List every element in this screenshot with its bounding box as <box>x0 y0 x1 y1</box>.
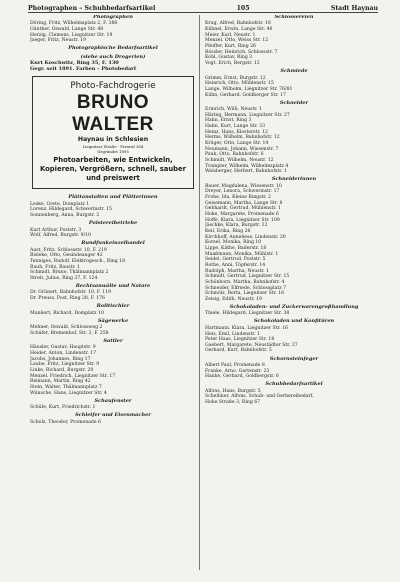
advertisement-box <box>32 76 194 189</box>
page-header <box>28 2 378 13</box>
directory-entry: Herms, Wilhelm, Bahnhofstr. 12 <box>205 135 280 141</box>
directory-entry: Thiele, Hildegard, Liegnitzer Str. 38 <box>205 311 290 317</box>
directory-entry: Häring, Hermann, Liegnitzer Str. 27 <box>205 112 290 118</box>
directory-entry: Scholz, Theodor, Promenade 6 <box>30 419 101 425</box>
section-heading: Schneiderinnen <box>271 176 317 183</box>
directory-entry: Frohe, Ida, Kleine Ringstr. 2 <box>205 195 271 201</box>
directory-entry: Geisemann, Martha, Lange Str. 8 <box>205 200 283 206</box>
directory-entry: Rössler, Heinrich, Schlossstr. 7 <box>205 49 278 55</box>
section-heading: Schneider <box>279 99 309 106</box>
directory-entry: Hahn, Ernst, Ring 3 <box>205 118 252 124</box>
directory-entry: Scheibner, Alfons, Schuh- und Gerbereibedarf, <box>205 394 314 400</box>
section-heading: Rolltischler <box>96 303 130 310</box>
directory-entry: Hanke, Gerhard, Goldbergstr. 6 <box>205 374 279 380</box>
directory-entry: Kirchhoff, Anneliese, Lindenstr. 20 <box>205 234 286 240</box>
directory-entry: Heis, Emil, Lindenstr. 1 <box>205 331 260 337</box>
directory-entry: Hahn, Kurt, Lange Str. 33 <box>205 123 266 129</box>
directory-entry: Häusler, Gustav, Hauptstr. 9 <box>30 345 96 351</box>
directory-entry: Weisberger, Herbert, Bahnhofstr. 1 <box>205 169 287 175</box>
directory-entry: Heinz, Hans, Klosterstr. 12 <box>205 129 268 135</box>
directory-entry: Heider, Anton, Lindenstr. 17 <box>30 350 96 356</box>
directory-entry: Schmidt, Gertrud, Liegnitzer Str. 15 <box>205 274 290 280</box>
directory-entry: Alfons, Hans, Burgstr. 5 <box>205 388 261 394</box>
directory-entry: Dr. Grünert, Bahnhofstr. 10, F. 119 <box>30 290 111 296</box>
directory-entry: Kurt Arthur, Poststr. 3 <box>30 227 82 233</box>
directory-entry: Hoffe, Klara, Liegnitzer Str. 109 <box>205 217 280 223</box>
directory-entry: Gaebert, Margarete, Neustädter Str. 27 <box>205 342 298 348</box>
directory-entry: Schäfer, Bremenhof, Str. 3, F. 258 <box>30 330 109 336</box>
ad-services: Photoarbeiten, wie Entwickeln, Kopieren, Vergrößern, schnell, sauber und preiswert <box>39 156 186 183</box>
section-heading: Sägewerke <box>97 317 129 324</box>
directory-entry: Jacobs, Johannes, Ring 17 <box>30 356 91 362</box>
directory-entry: Heinrich, Otto, Mühlenstr. 15 <box>205 81 274 87</box>
section-heading: Schokoladen und Konfitüren <box>253 318 335 325</box>
directory-entry: Zeisig, Edith, Neustr. 19 <box>205 296 262 302</box>
header-left: Photographen – Schuhbedarfsartikel <box>28 5 156 12</box>
section-heading: Schmiede <box>280 68 308 75</box>
directory-entry: Linke, Richard, Burgstr. 20 <box>30 367 94 373</box>
directory-entry: Gerhard, Kurt, Bahnhofstr. 5 <box>205 348 272 354</box>
section-heading: Polstereibetriebe <box>88 220 138 227</box>
left-column <box>30 15 196 425</box>
directory-entry: Lorenz, Hildegard, Schwerinstr. 15 <box>30 207 112 213</box>
directory-entry: Aust, Fritz, Schlossstr. 10, F. 219 <box>30 247 107 253</box>
directory-entry: Trampler, Wilhelm, Wilhelmsplatz 4 <box>205 163 289 169</box>
directory-entry: Krug, Alfred, Bahnhofstr. 18 <box>205 21 271 27</box>
directory-entry: Kühn, Gerhard, Goldberger Str. 17 <box>205 92 286 98</box>
directory-entry: Dreyer, Lenora, Schwerinstr. 17 <box>205 189 280 195</box>
header-right: Stadt Haynau <box>330 5 378 12</box>
directory-entry: Munkert, Richard, Domplatz 10 <box>30 310 104 316</box>
directory-entry: Wünsche, Hans, Liegnitzer Str. 4 <box>30 390 107 396</box>
directory-entry: Dr. Preuss, Post, Ring 28, F. 176 <box>30 296 105 302</box>
directory-entry: Rothe, Anni, Töpferstr. 14 <box>205 262 266 268</box>
directory-entry: Schönborn, Martha, Bahnhofstr. 4 <box>205 279 285 285</box>
directory-entry: Gebhardt, Gertrud, Mühlenstr. 1 <box>205 206 281 212</box>
directory-entry: Schneider, Elfriede, Schlossplatz 7 <box>205 285 287 291</box>
section-heading: Schornsteinfeger <box>269 355 319 362</box>
directory-entry: Rudolph, Martha, Neustr. 1 <box>205 268 269 274</box>
directory-entry: Günther, Oswald, Lange Str. 48 <box>30 27 104 33</box>
directory-entry: Menzel, Friedrich, Liegnitzer Str. 17 <box>30 373 116 379</box>
directory-entry: Reimann, Martin, Ring 42 <box>30 379 91 385</box>
column-divider <box>199 15 200 570</box>
right-column <box>205 15 383 406</box>
directory-entry: Pfeiffer, Kurt, Ring 26 <box>205 44 256 50</box>
directory-entry: Pauk, Otto, Bahnhofstr. 6 <box>205 152 264 158</box>
directory-entry: Seidel, Gertrud, Poststr. 5 <box>205 257 266 263</box>
section-heading: Schaufenster <box>94 397 132 404</box>
directory-entry: Hohe Straße 3, Ring 67 <box>205 400 261 406</box>
section-heading: Sattler <box>103 337 123 344</box>
directory-entry: Tenniges, Rudolf, Elektrogesch., Ring 18 <box>30 259 125 265</box>
directory-entry: Wolf, Alfred, Burgstr. 9/10 <box>30 233 91 239</box>
directory-entry: Mehner, Oswald, Schlossweg 2 <box>30 325 103 331</box>
directory-entry: Bisleke, Otto, Gesindeanger 42 <box>30 253 103 259</box>
ad-place: Haynau in Schlesien <box>77 136 149 144</box>
section-heading: Schokoladen- und Zuckerwarengroßhandlung <box>229 303 359 310</box>
directory-entry: Streit, Julius, Ring 37, F. 124 <box>30 275 98 281</box>
directory-entry: Keil, Erika, Ring 26 <box>205 228 251 234</box>
directory-entry: Stein, Walter, Thälmannplatz 7 <box>30 384 102 390</box>
directory-entry: Grimm, Ernst, Burgstr. 12 <box>205 75 266 81</box>
directory-entry: Hartmann, Klara, Liegnitzer Str. 16 <box>205 325 288 331</box>
ad-address: Liegnitzer Straße · Fernruf 264 <box>82 144 144 150</box>
directory-entry: Gegr. seit 1891. Farben – Photobedarf <box>30 65 136 72</box>
directory-entry: Lippe, Käthe, Baderstr. 18 <box>205 245 267 251</box>
directory-entry: Menzel, Otto, Weiss Str. 12 <box>205 38 269 44</box>
directory-entry: Kurt Koschwitz, Ring 35, F. 130 <box>30 59 119 66</box>
ad-business-name: BRUNO WALTER <box>72 92 154 136</box>
directory-entry: Meier, Karl, Neustr. 1 <box>205 32 256 38</box>
directory-entry: Döring, Fritz, Wilhelmsplatz 2, F. 386 <box>30 21 118 27</box>
ad-founded: Gegründet 1895 <box>97 149 129 155</box>
directory-entry: Sonnenberg, Anna, Burgstr. 2 <box>30 213 100 219</box>
directory-entry: Laube, Fritz, Liegnitzer Str. 9 <box>30 362 100 368</box>
directory-entry: Schmölz, Berta, Liegnitzer Str. 16 <box>205 291 285 297</box>
directory-entry: Franke, Arno, Gartenstr. 23 <box>205 368 270 374</box>
directory-entry: Leske, Grete, Domplatz 1 <box>30 201 90 207</box>
directory-entry: Kühnel, Erwin, Lange Str. 40 <box>205 27 273 33</box>
directory-entry: Neumann, Johann, Wiesenstr. 7 <box>205 146 279 152</box>
directory-entry: Schmidt, Wilhelm, Neustr. 12 <box>205 157 274 163</box>
directory-entry: Schüle, Kurt, Friedrichstr. 1 <box>30 405 96 411</box>
directory-entry: Kohl, Gustav, Ring 3 <box>205 55 253 61</box>
section-heading: Schuhbedarfsartikel <box>265 381 323 388</box>
directory-entry: Rauh, Fritz, Baustr. 1 <box>30 264 80 270</box>
directory-entry: Maaßmann, Monika, Mühlstr. 1 <box>205 251 279 257</box>
directory-entry: Albert Paul, Promenade 8 <box>205 362 265 368</box>
section-heading: Schleifer und Eisenmacher <box>75 412 151 419</box>
section-subheading: (siehe auch Drogerien) <box>80 53 146 60</box>
section-heading: Schlossereien <box>274 15 314 20</box>
section-heading: Plättanstalten und Plätterinnen <box>68 194 158 201</box>
section-heading: Rundfunkeinzelhandel <box>81 240 145 247</box>
directory-entry: Lange, Wilhelm, Liegnitzer Str. 76/81 <box>205 86 293 92</box>
section-heading: Photographen <box>93 15 133 20</box>
directory-entry: Peter Haas, Liegnitzer Str. 18 <box>205 337 275 343</box>
section-heading: Photographische Bedarfsartikel <box>68 45 158 52</box>
page-number: 105 <box>236 5 250 12</box>
directory-entry: Ermrich, Willi, Neustr. 1 <box>205 107 262 113</box>
directory-entry: Korsel, Monika, Ring 10 <box>205 240 262 246</box>
ad-title: Photo-Fachdrogerie <box>70 81 156 92</box>
directory-entry: Bauer, Magdalena, Wiesenstr. 10 <box>205 183 282 189</box>
directory-entry: Schmidt, Bruno, Thälmannplatz 2 <box>30 270 109 276</box>
directory-entry: Vogt, Erich, Bergstr. 12 <box>205 61 260 67</box>
directory-entry: Krüger, Otto, Lange Str. 14 <box>205 140 269 146</box>
directory-entry: Hoke, Margarete, Promenade 6 <box>205 212 279 218</box>
section-heading: Rechtsanwälte und Notare <box>75 283 151 290</box>
directory-entry: Jaeger, Fritz, Neustr. 19 <box>30 38 86 44</box>
directory-entry: Herzig, Clemens, Liegnitzer Str. 19 <box>30 32 113 38</box>
directory-entry: Jäschke, Klara, Burgstr. 12 <box>205 223 268 229</box>
